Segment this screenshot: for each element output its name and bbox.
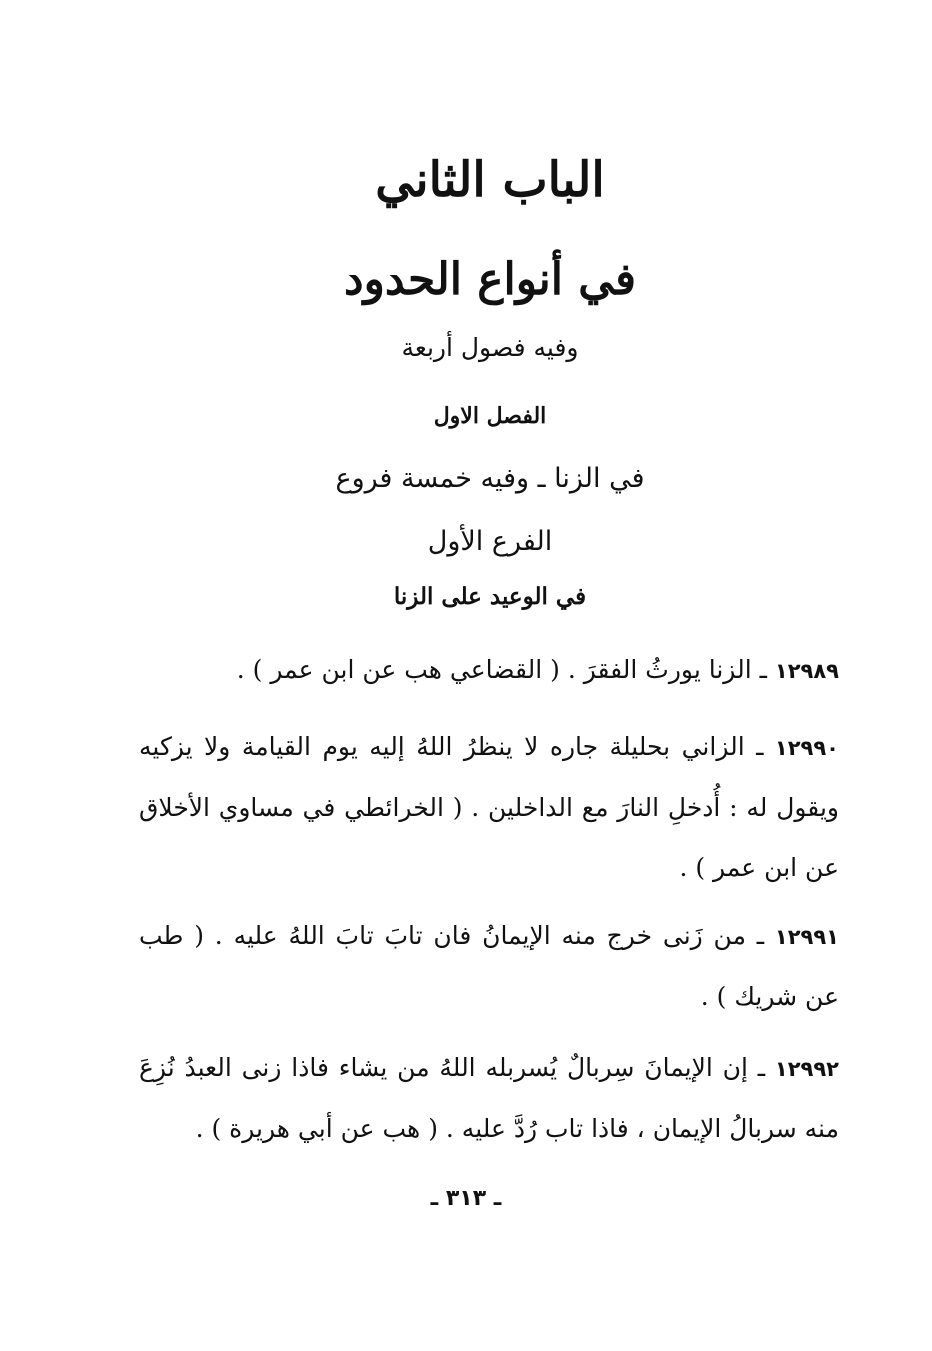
hadith-text: ـ الزنا يورثُ الفقرَ . ( القضاعي هب عن ابن عمر ) . (236, 655, 767, 684)
section-topic: في الزنا ـ وفيه خمسة فروع (335, 463, 645, 494)
hadith-entry (139, 717, 839, 898)
branch-title: الفرع الأول (427, 526, 553, 557)
hadith-text: ـ الزاني بحليلة جاره لا ينظرُ اللهُ إليه يوم القيامة ولا يزكيه ويقول له : أُدخلِ النارَ مع الداخلين . ( الخرائطي في مساوي الأخلاق عن ابن عمر ) . (139, 732, 839, 882)
hadith-text: ـ من زَنى خرج منه الإيمانُ فان تابَ تابَ اللهُ عليه . ( طب عن شريك ) . (139, 921, 839, 1011)
page-number: ـ ٣١٣ ـ (430, 1186, 502, 1211)
hadith-number: ١٢٩٨٩ (774, 659, 839, 683)
hadith-entry (139, 640, 839, 701)
hadith-entry (139, 906, 839, 1027)
hadith-number: ١٢٩٩١ (774, 925, 839, 949)
branch-topic: في الوعيد على الزنا (393, 583, 587, 610)
hadith-entry (139, 1038, 839, 1159)
section-title: الفصل الاول (433, 403, 547, 429)
chapter-topic: في أنواع الحدود (344, 254, 636, 305)
hadith-text: ـ إن الإيمانَ سِربالٌ يُسربله اللهُ من يشاء فاذا زنى العبدُ نُزِعَ منه سربالُ الإيمان ، فاذا تاب رُدَّ عليه . ( هب عن أبي هريرة ) . (139, 1053, 839, 1143)
hadith-number: ١٢٩٩٠ (774, 736, 839, 760)
chapter-title: الباب الثاني (375, 152, 605, 208)
hadith-number: ١٢٩٩٢ (774, 1057, 839, 1081)
sections-note: وفيه فصول أربعة (401, 333, 579, 362)
